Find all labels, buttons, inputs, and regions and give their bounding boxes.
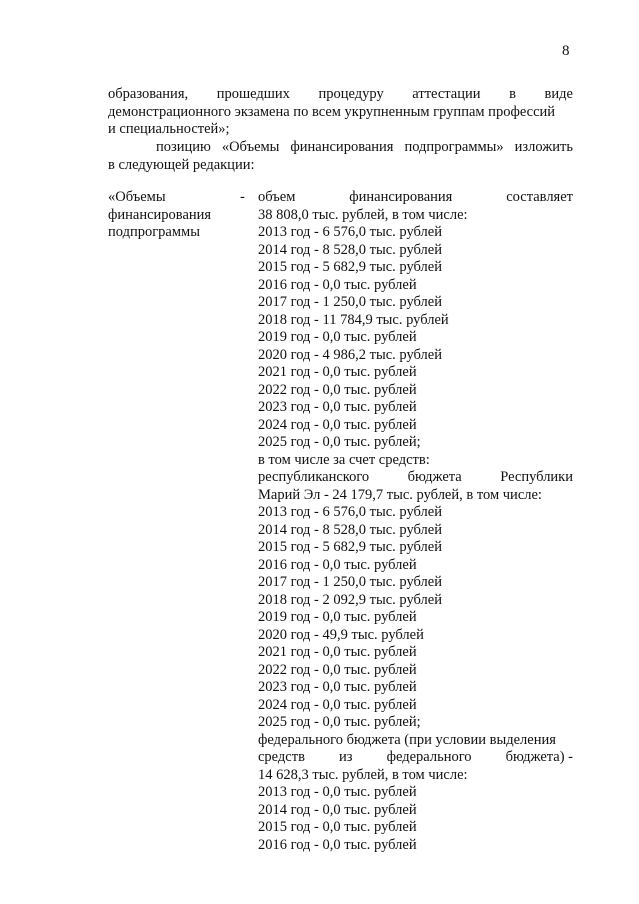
text-word: 38 808,0 тыс. рублей, в том числе: (258, 206, 468, 223)
text-word: 2024 год - 0,0 тыс. рублей (258, 416, 417, 433)
value-line-line (258, 679, 573, 697)
text-word: позицию (156, 139, 211, 155)
text-word: 2013 год - 0,0 тыс. рублей (258, 784, 417, 800)
text-word: 2019 год - 0,0 тыс. рублей (258, 609, 417, 625)
value-line-line (258, 382, 573, 400)
value-line-line (258, 417, 573, 435)
text-word: 2021 год - 0,0 тыс. рублей (258, 364, 417, 380)
text-word: 2016 год - 0,0 тыс. рублей (258, 276, 417, 293)
value-line-line (258, 784, 573, 802)
value-line-line (258, 189, 573, 207)
text-word: средств (258, 749, 305, 765)
position-line-line (108, 139, 573, 157)
value-line-line (258, 802, 573, 820)
value-line-line (258, 609, 573, 627)
text-word: финансирования (349, 189, 453, 205)
value-line-line (258, 714, 573, 732)
value-line-line (258, 644, 573, 662)
text-word: 2018 год - 11 784,9 тыс. рублей (258, 311, 449, 328)
text-word: 14 628,3 тыс. рублей, в том числе: (258, 766, 468, 783)
text-word: республиканского (258, 469, 370, 485)
value-line-line (258, 592, 573, 610)
value-line-line (258, 364, 573, 382)
intro-line-line (108, 86, 573, 104)
value-line-line (258, 242, 573, 260)
value-line-line (258, 452, 573, 470)
page-number: 8 (562, 43, 570, 59)
value-line-line (258, 539, 573, 557)
text-word: аттестации (412, 86, 481, 102)
text-word: федерального бюджета (при условии выделения (258, 731, 556, 748)
value-line-line (258, 557, 573, 575)
position-value (258, 189, 573, 854)
value-line-line (258, 522, 573, 540)
text-word: 2025 год - 0,0 тыс. рублей; (258, 714, 421, 730)
text-word: процедуру (318, 86, 384, 102)
text-word: 2025 год - 0,0 тыс. рублей; (258, 434, 421, 450)
position-paragraph (108, 139, 573, 174)
value-line-line (258, 487, 573, 505)
value-line-line (258, 224, 573, 242)
text-word: 2024 год - 0,0 тыс. рублей (258, 696, 417, 713)
text-word: «Объемы (221, 139, 280, 155)
intro-line-line (108, 121, 573, 139)
text-word: 2021 год - 0,0 тыс. рублей (258, 644, 417, 660)
value-line-line (258, 259, 573, 277)
text-word: прошедших (216, 86, 290, 102)
text-word: 2018 год - 2 092,9 тыс. рублей (258, 591, 442, 608)
value-line-line (258, 312, 573, 330)
text-word: в следующей редакции: (108, 156, 255, 173)
value-line-line (258, 749, 573, 767)
text-word: 2015 год - 5 682,9 тыс. рублей (258, 539, 442, 555)
text-word: объем (258, 189, 296, 205)
value-line-line (258, 399, 573, 417)
text-word: изложить (514, 139, 573, 155)
value-line-line (258, 732, 573, 750)
label-dash: - (240, 189, 245, 205)
text-word: 2016 год - 0,0 тыс. рублей (258, 836, 417, 853)
text-word: бюджета (407, 469, 462, 485)
position-line-line (108, 157, 573, 175)
value-line-line (258, 347, 573, 365)
text-word: образования, (108, 86, 189, 102)
value-line-line (258, 819, 573, 837)
text-word: 2019 год - 0,0 тыс. рублей (258, 329, 417, 345)
text-word: 2016 год - 0,0 тыс. рублей (258, 556, 417, 573)
text-word: 2015 год - 5 682,9 тыс. рублей (258, 259, 442, 275)
text-word: 2014 год - 8 528,0 тыс. рублей (258, 241, 442, 258)
text-word: федерального (386, 749, 472, 765)
value-line-line (258, 767, 573, 785)
text-word: в (509, 86, 516, 102)
text-word: 2023 год - 0,0 тыс. рублей (258, 679, 417, 695)
intro-paragraph (108, 86, 573, 139)
intro-line-line (108, 104, 573, 122)
text-word: 2017 год - 1 250,0 тыс. рублей (258, 294, 442, 310)
text-word: 2013 год - 6 576,0 тыс. рублей (258, 504, 442, 520)
text-word: 2014 год - 8 528,0 тыс. рублей (258, 521, 442, 538)
value-line-line (258, 837, 573, 855)
text-word: Республики (500, 469, 573, 485)
label-line: финансирования (108, 206, 212, 223)
text-word: 2015 год - 0,0 тыс. рублей (258, 819, 417, 835)
value-line-line (258, 207, 573, 225)
value-line-line (258, 574, 573, 592)
label-line: «Объемы (108, 189, 166, 205)
value-line-line (258, 277, 573, 295)
value-line-line (258, 662, 573, 680)
text-word: из (339, 749, 353, 765)
value-line-line (258, 627, 573, 645)
text-word: 2013 год - 6 576,0 тыс. рублей (258, 224, 442, 240)
text-word: 2017 год - 1 250,0 тыс. рублей (258, 574, 442, 590)
value-line-line (258, 504, 573, 522)
value-line-line (258, 469, 573, 487)
text-word: 2020 год - 49,9 тыс. рублей (258, 626, 424, 643)
text-word: бюджета) - (505, 749, 573, 765)
text-word: виде (544, 86, 573, 102)
text-word: и специальностей»; (108, 121, 230, 137)
label-line: подпрограммы (108, 224, 200, 240)
text-word: подпрограммы» (404, 139, 504, 155)
text-word: 2022 год - 0,0 тыс. рублей (258, 381, 417, 398)
value-line-line (258, 434, 573, 452)
text-word: демонстрационного экзамена по всем укрупненным группам профессий (108, 103, 556, 120)
value-line-line (258, 329, 573, 347)
text-word: 2023 год - 0,0 тыс. рублей (258, 399, 417, 415)
text-word: 2014 год - 0,0 тыс. рублей (258, 801, 417, 818)
value-line-line (258, 697, 573, 715)
text-word: 2022 год - 0,0 тыс. рублей (258, 661, 417, 678)
text-word: финансирования (290, 139, 394, 155)
position-label (108, 189, 253, 242)
value-line-line (258, 294, 573, 312)
text-word: в том числе за счет средств: (258, 451, 430, 468)
text-word: 2020 год - 4 986,2 тыс. рублей (258, 346, 442, 363)
text-word: составляет (506, 189, 573, 205)
text-word: Марий Эл - 24 179,7 тыс. рублей, в том числе: (258, 486, 542, 503)
